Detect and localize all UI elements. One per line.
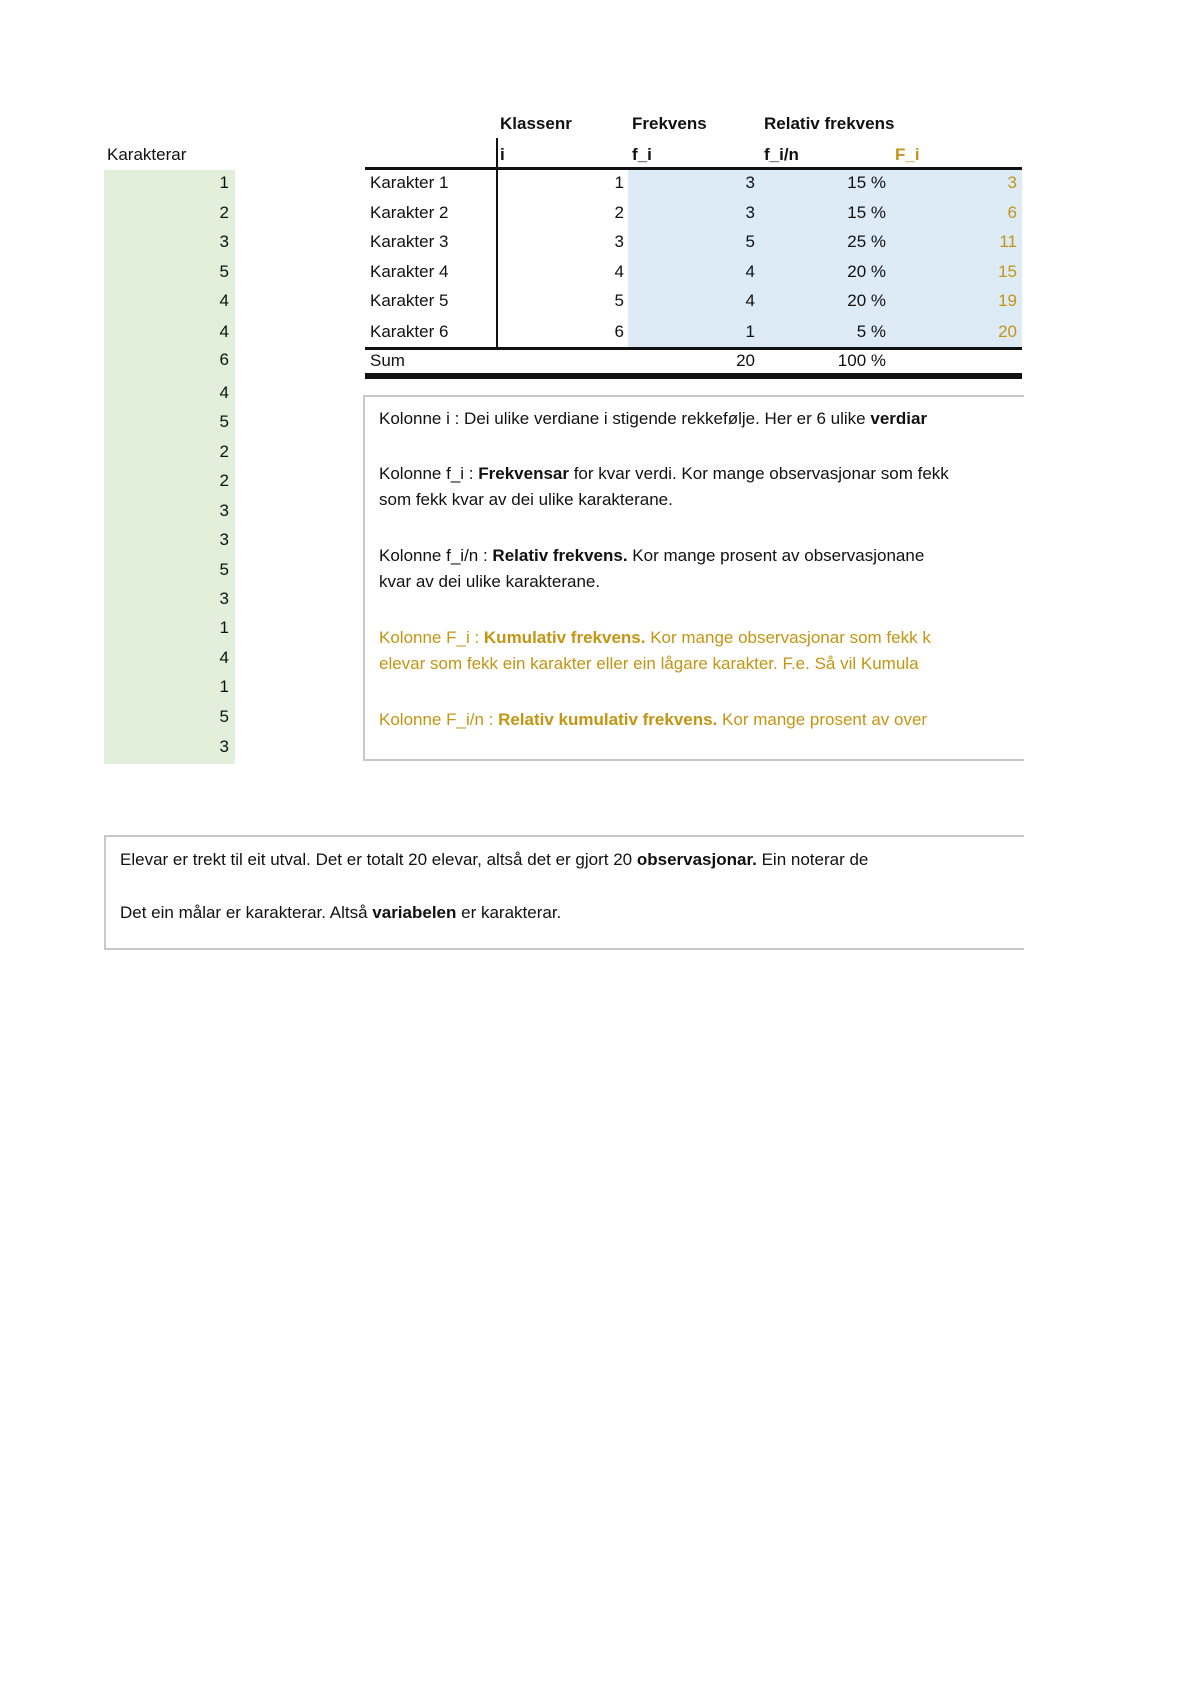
header-rule <box>365 167 1022 170</box>
row-frequency: 4 <box>745 291 755 310</box>
row-i: 1 <box>614 173 624 192</box>
col-header-f-i-n: f_i/n <box>764 145 799 164</box>
col-header-cum: F_i <box>895 145 920 164</box>
row-cumulative: 15 <box>998 262 1017 281</box>
col-header-f-i: f_i <box>632 145 652 164</box>
data-value: 1 <box>219 677 229 696</box>
row-relative: 15 % <box>847 203 886 222</box>
row-label: Karakter 5 <box>370 291 449 310</box>
data-value: 4 <box>219 648 229 667</box>
sum-frequency: 20 <box>736 351 755 370</box>
header-klassenr: Klassenr <box>500 114 572 133</box>
row-frequency: 3 <box>745 203 755 222</box>
row-cumulative: 20 <box>998 322 1017 341</box>
row-relative: 5 % <box>856 322 886 341</box>
data-value: 6 <box>219 350 229 369</box>
header-relativ-frekvens: Relativ frekvens <box>764 114 895 133</box>
row-i: 4 <box>614 262 624 281</box>
intro-line-1: Elevar er trekt til eit utval. Det er totalt 20 elevar, altså det er gjort 20 observasjonar. Ein noterar de <box>120 850 869 869</box>
data-value: 5 <box>219 412 229 431</box>
sum-label: Sum <box>370 351 405 370</box>
intro-box <box>104 835 1024 950</box>
intro-line-2: Det ein målar er karakterar. Altså variabelen er karakterar. <box>120 903 562 922</box>
explanation-cum: Kolonne F_i : Kumulativ frekvens. Kor mange observasjonar som fekk k <box>379 628 931 647</box>
data-value: 5 <box>219 707 229 726</box>
row-label: Karakter 1 <box>370 173 449 192</box>
explanation-f-i-n: Kolonne f_i/n : Relativ frekvens. Kor mange prosent av observasjonane <box>379 546 925 565</box>
row-frequency: 3 <box>745 173 755 192</box>
row-i: 3 <box>614 232 624 251</box>
sum-rule <box>365 347 1022 350</box>
row-cumulative: 19 <box>998 291 1017 310</box>
data-value: 2 <box>219 471 229 490</box>
header-frekvens: Frekvens <box>632 114 707 133</box>
table-bottom-rule <box>365 373 1022 379</box>
row-relative: 15 % <box>847 173 886 192</box>
explanation-rel-cum: Kolonne F_i/n : Relativ kumulativ frekvens. Kor mange prosent av over <box>379 710 928 729</box>
data-value: 1 <box>219 173 229 192</box>
data-value: 3 <box>219 530 229 549</box>
data-value: 2 <box>219 203 229 222</box>
data-value: 2 <box>219 442 229 461</box>
col-header-i: i <box>500 145 505 164</box>
explanation-cum-cont: elevar som fekk ein karakter eller ein lågare karakter. F.e. Så vil Kumula <box>379 654 919 673</box>
data-value: 4 <box>219 322 229 341</box>
data-column-header: Karakterar <box>107 145 187 164</box>
data-value: 5 <box>219 560 229 579</box>
data-value: 4 <box>219 291 229 310</box>
explanation-box <box>363 395 1024 761</box>
row-frequency: 5 <box>745 232 755 251</box>
row-cumulative: 11 <box>999 232 1017 251</box>
data-value: 4 <box>219 383 229 402</box>
data-value: 3 <box>219 737 229 756</box>
row-i: 5 <box>614 291 624 310</box>
data-column-fill <box>104 170 235 764</box>
data-value: 3 <box>219 589 229 608</box>
row-label: Karakter 3 <box>370 232 449 251</box>
data-value: 5 <box>219 262 229 281</box>
explanation-i: Kolonne i : Dei ulike verdiane i stigende rekkefølje. Her er 6 ulike verdiar <box>379 409 928 428</box>
data-value: 3 <box>219 501 229 520</box>
row-cumulative: 3 <box>1007 173 1017 192</box>
row-relative: 20 % <box>847 291 886 310</box>
explanation-f-i-cont: som fekk kvar av dei ulike karakterane. <box>379 490 673 509</box>
explanation-f-i-n-cont: kvar av dei ulike karakterane. <box>379 572 601 591</box>
row-i: 2 <box>614 203 624 222</box>
row-relative: 20 % <box>847 262 886 281</box>
row-relative: 25 % <box>847 232 886 251</box>
row-frequency: 4 <box>745 262 755 281</box>
data-value: 3 <box>219 232 229 251</box>
sum-relative: 100 % <box>837 351 886 370</box>
row-frequency: 1 <box>745 322 755 341</box>
data-value: 1 <box>219 618 229 637</box>
explanation-f-i: Kolonne f_i : Frekvensar for kvar verdi. Kor mange observasjonar som fekk <box>379 464 949 483</box>
row-i: 6 <box>614 322 624 341</box>
row-label: Karakter 4 <box>370 262 449 281</box>
row-cumulative: 6 <box>1007 203 1017 222</box>
row-label: Karakter 2 <box>370 203 449 222</box>
row-label: Karakter 6 <box>370 322 449 341</box>
